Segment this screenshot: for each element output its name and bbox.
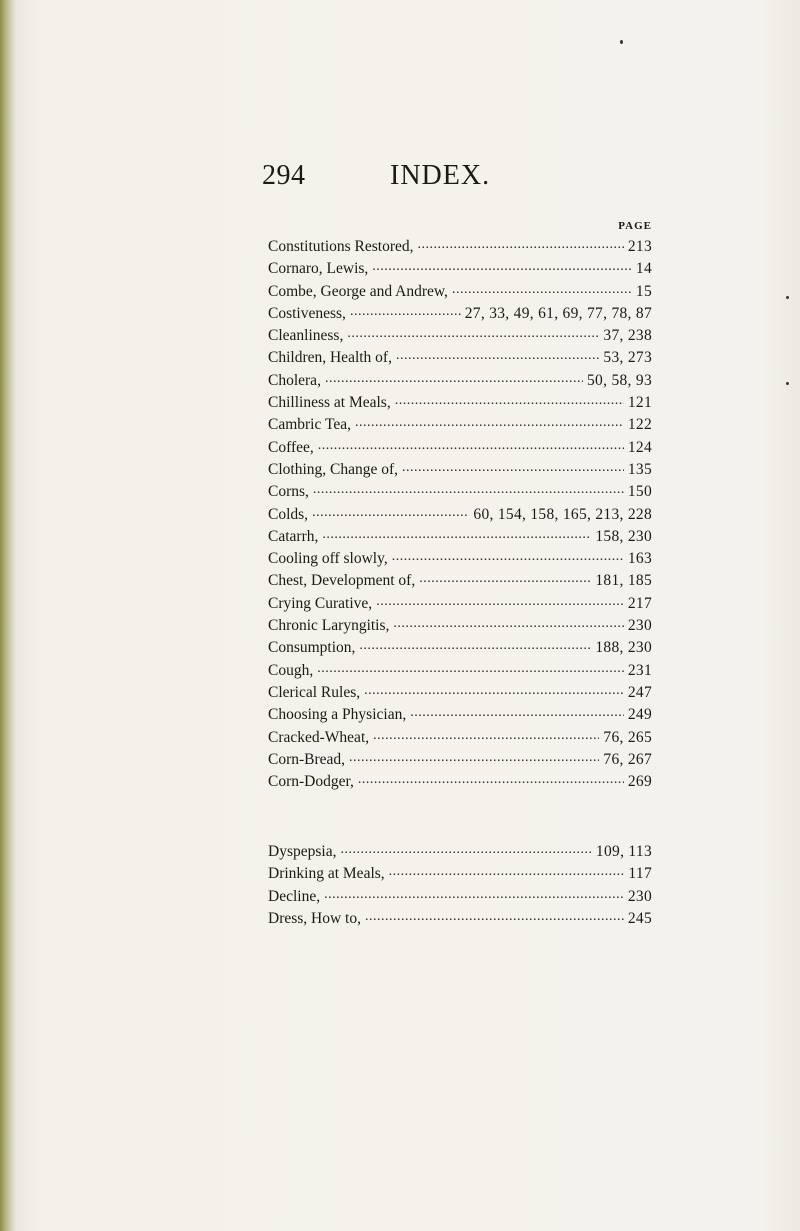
ink-speck [620,40,623,44]
page-references: 247 [627,683,652,701]
page-references: 249 [627,706,652,724]
index-group-d [268,841,652,930]
page-references: 121 [627,394,652,412]
page-references: 217 [627,594,652,612]
index-term: Chronic Laryngitis, [268,617,390,635]
index-group-c [268,236,652,793]
page-references: 122 [627,416,652,434]
dot-leader [324,889,624,901]
index-entry [268,908,652,930]
index-entry [268,682,652,704]
dot-leader [365,911,624,923]
dot-leader [347,328,599,340]
page-references: 150 [627,483,652,501]
index-entry [268,570,652,592]
index-term: Chest, Development of, [268,572,416,590]
dot-leader [340,844,591,856]
index-term: Choosing a Physician, [268,706,407,724]
ink-speck [786,296,789,299]
page-references: 135 [627,460,652,478]
dot-leader [355,417,624,429]
dot-leader [410,707,624,719]
dot-leader [364,685,624,697]
dot-leader [392,551,624,563]
dot-leader [373,730,599,742]
index-term: Cornaro, Lewis, [268,260,369,278]
dot-leader [418,239,624,251]
dot-leader [350,306,461,318]
index-term: Clothing, Change of, [268,460,399,478]
index-term: Dress, How to, [268,909,361,927]
index-entry [268,392,652,414]
running-head [262,160,682,194]
page-references: 213 [627,238,652,255]
index-entry [268,727,652,749]
index-term: Cholera, [268,371,321,389]
index-entry [268,258,652,280]
page-binding-edge [0,0,16,1231]
dot-leader [395,395,624,407]
index-term: Corn-Dodger, [268,773,354,791]
page-references: 158, 230 [595,527,652,545]
dot-leader [389,866,625,878]
index-entry [268,459,652,481]
index-term: Costiveness, [268,304,346,322]
index-entry [268,526,652,548]
index-term: Cooling off slowly, [268,550,388,568]
page-references: 117 [628,865,652,883]
index-term: Decline, [268,887,321,905]
index-term: Catarrh, [268,527,319,545]
page-references: 37, 238 [603,327,652,345]
page-references: 27, 33, 49, 61, 69, 77, 78, 87 [464,304,652,322]
page-references: 15 [635,282,652,300]
dot-leader [372,261,632,273]
page-references: 230 [627,617,652,635]
index-entry [268,370,652,392]
index-entry [268,863,652,885]
index-entry [268,347,652,369]
index-entry [268,749,652,771]
index-term: Colds, [268,505,309,523]
index-term: Crying Curative, [268,594,373,612]
page-references: 163 [627,550,652,568]
index-term: Corns, [268,483,309,501]
index-term: Coffee, [268,438,314,456]
page-references: 245 [627,909,652,927]
index-term: Cough, [268,661,314,679]
index-entry [268,236,652,258]
dot-leader [376,596,624,608]
dot-leader [349,752,599,764]
dot-leader [452,284,632,296]
dot-leader [402,462,624,474]
dot-leader [396,350,599,362]
running-title: INDEX. [390,160,491,191]
dot-leader [318,440,624,452]
page-references: 76, 265 [603,728,652,746]
dot-leader [322,529,591,541]
index-entry [268,660,652,682]
dot-leader [313,484,624,496]
index-entry [268,593,652,615]
index-entry [268,281,652,303]
page-references: 76, 267 [603,750,652,768]
page-references: 269 [627,773,652,791]
index-entry [268,414,652,436]
index-term: Dyspepsia, [268,843,337,860]
index-entry [268,771,652,793]
index-entry [268,886,652,908]
page-references: 181, 185 [595,572,652,590]
dot-leader [359,640,591,652]
index-entry [268,548,652,570]
page-references: 230 [627,887,652,905]
index-term: Children, Health of, [268,349,392,367]
page-references: 14 [635,260,652,278]
page-references: 231 [627,661,652,679]
index-term: Constitutions Restored, [268,238,414,255]
index-entry [268,615,652,637]
index-entry [268,437,652,459]
index-term: Consumption, [268,639,356,657]
dot-leader [419,573,591,585]
index-entry [268,325,652,347]
dot-leader [358,774,624,786]
index-term: Corn-Bread, [268,750,346,768]
index-entry [268,481,652,503]
dot-leader [393,618,623,630]
page-column-heading: PAGE [618,220,652,232]
dot-leader [325,373,583,385]
index-entry [268,704,652,726]
index-term: Clerical Rules, [268,683,361,701]
index-term: Cracked-Wheat, [268,728,370,746]
index-term: Combe, George and Andrew, [268,282,448,300]
ink-speck [786,382,789,385]
index-term: Chilliness at Meals, [268,394,391,412]
index-term: Drinking at Meals, [268,865,385,883]
index-entry [268,637,652,659]
index-term: Cambric Tea, [268,416,351,434]
page-references: 60, 154, 158, 165, 213, 228 [473,505,652,523]
page-number: 294 [262,160,306,191]
page-references: 109, 113 [595,843,652,860]
page-references: 124 [627,438,652,456]
index-entry [268,841,652,863]
page-references: 50, 58, 93 [587,371,652,389]
index-entry [268,504,652,526]
index-term: Cleanliness, [268,327,344,345]
dot-leader [312,507,469,519]
page-references: 188, 230 [595,639,652,657]
dot-leader [317,663,624,675]
page-references: 53, 273 [603,349,652,367]
index-entry [268,303,652,325]
